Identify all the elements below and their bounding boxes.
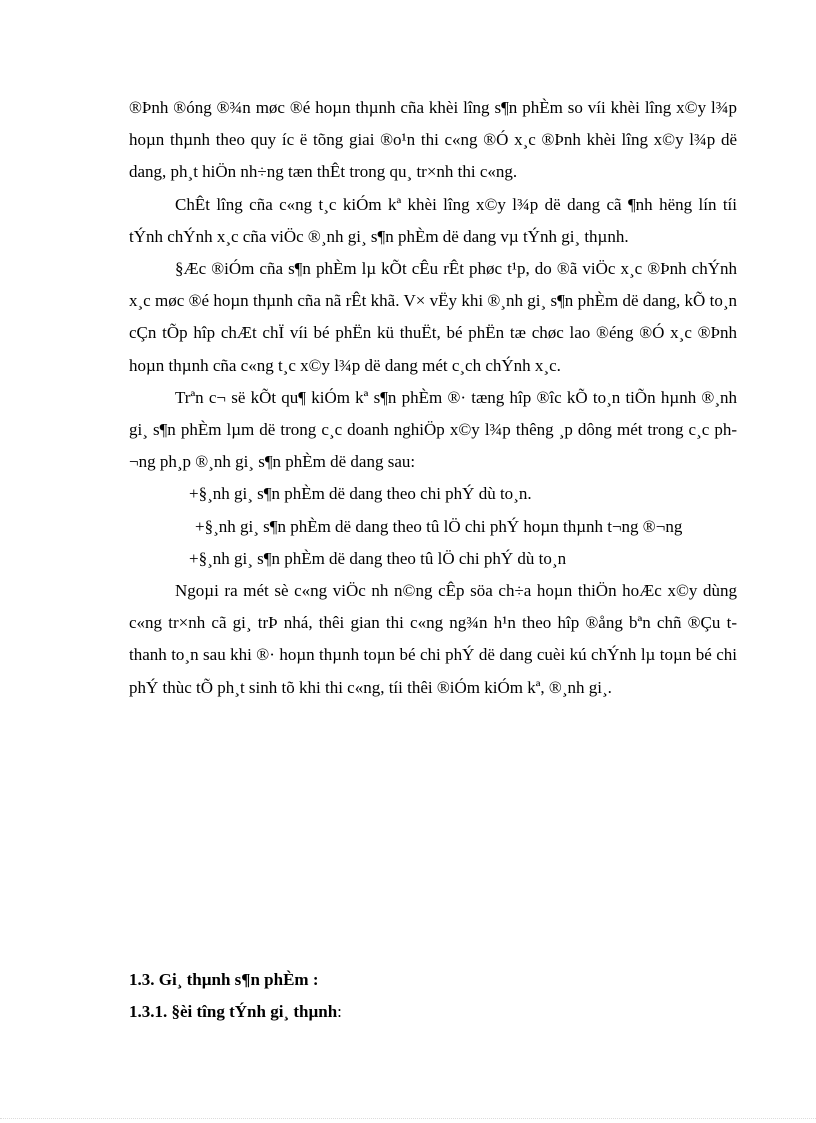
paragraph-2: ChÊt lîng cña c«ng t¸c kiÓm kª khèi lîng x©y l¾p dë dang cã ¶nh hëng lín tíi tÝnh chÝnh x¸c cña viÖc ®¸nh gi¸ s¶n phÈm dë dang vµ tÝnh gi¸ thµnh. <box>129 194 737 246</box>
page-bottom-divider <box>0 1118 816 1119</box>
subsection-heading-text: 1.3.1. §èi tîng tÝnh gi¸ thµnh <box>129 1002 338 1021</box>
body-text <box>129 92 737 704</box>
paragraph-1: ®Þnh ®óng ®¾n møc ®é hoµn thµnh cña khèi lîng s¶n phÈm so víi khèi lîng x©y l¾p hoµn thµnh theo quy íc ë tõng giai ®o¹n thi c«ng ®Ó x¸c ®Þnh khèi lîng x©y l¾p dë dang, ph¸t hiÖn nh÷ng tæn thÊt trong qu¸ tr×nh thi c«ng. <box>129 98 737 182</box>
subsection-heading-colon: : <box>337 1002 342 1021</box>
bullet-item-3: +§¸nh gi¸ s¶n phÈm dë dang theo tû lÖ chi phÝ dù to¸n <box>189 548 567 568</box>
bullet-item-2: +§¸nh gi¸ s¶n phÈm dë dang theo tû lÖ chi phÝ hoµn thµnh t¬ng ®¬ng <box>195 516 683 536</box>
bullet-item-1: +§¸nh gi¸ s¶n phÈm dë dang theo chi phÝ dù to¸n. <box>189 484 532 504</box>
section-headings <box>129 964 342 1028</box>
paragraph-4: Trªn c¬ së kÕt qu¶ kiÓm kª s¶n phÈm ®· tæng hîp ®îc kÕ to¸n tiÕn hµnh ®¸nh gi¸ s¶n phÈm lµm dë trong c¸c doanh nghiÖp x©y l¾p thêng ¸p dông mét trong c¸c ph¬ng ph¸p ®¸nh gi¸ s¶n phÈm dë dang sau: <box>129 387 737 472</box>
paragraph-5: Ngoµi ra mét sè c«ng viÖc nh n©ng cÊp söa ch÷a hoµn thiÖn hoÆc x©y dùng c«ng tr×nh cã gi¸ trÞ nhá, thêi gian thi c«ng ng¾n h¹n theo hîp ®ång bªn chñ ®Çu t thanh to¸n sau khi ®· hoµn thµnh toµn bé chi phÝ dë dang cuèi kú chÝnh lµ toµn bé chi phÝ thùc tÕ ph¸t sinh tõ khi thi c«ng, tíi thêi ®iÓm kiÓm kª, ®¸nh gi¸. <box>129 581 737 697</box>
paragraph-3: §Æc ®iÓm cña s¶n phÈm lµ kÕt cÊu rÊt phøc t¹p, do ®ã viÖc x¸c ®Þnh chÝnh x¸c møc ®é hoµn thµnh cña nã rÊt khã. V× vËy khi ®¸nh gi¸ s¶n phÈm dë dang, kÕ to¸n cÇn tÕp hîp chÆt chÏ víi bé phËn kü thuËt, bé phËn tæ chøc lao ®éng ®Ó x¸c ®Þnh hoµn thµnh cña c«ng t¸c x©y l¾p dë dang mét c¸ch chÝnh x¸c. <box>129 259 737 375</box>
section-heading: 1.3. Gi¸ thµnh s¶n phÈm : <box>129 970 319 989</box>
subsection-heading <box>129 996 342 1028</box>
